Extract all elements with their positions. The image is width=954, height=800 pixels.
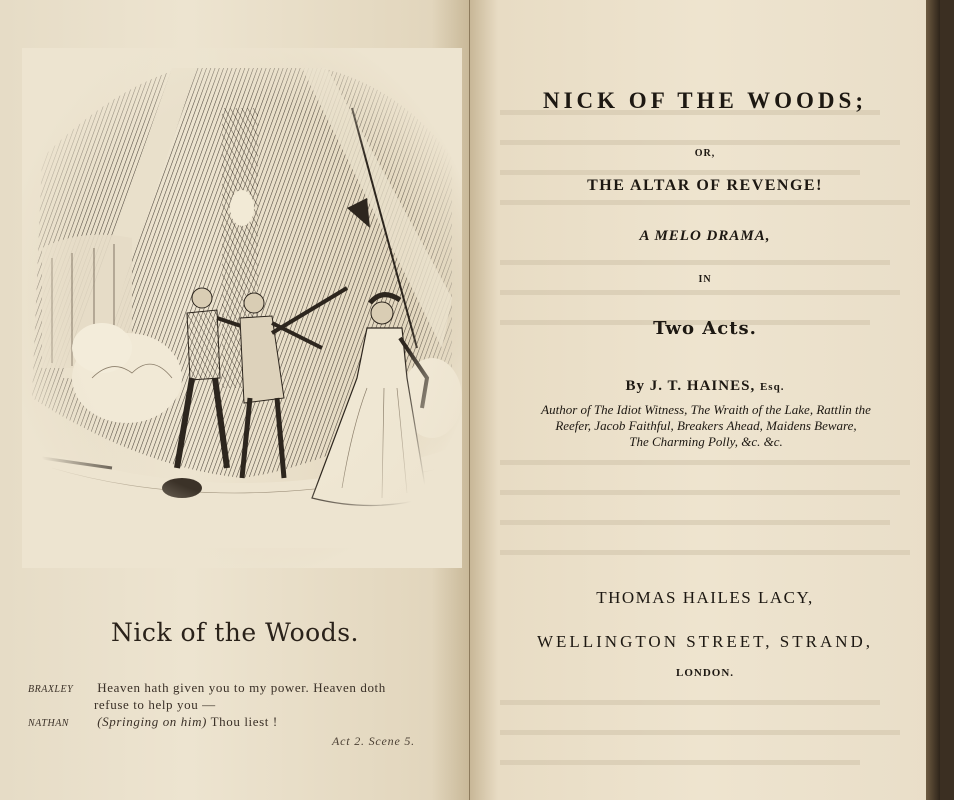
speaker-name: NATHAN <box>28 718 69 729</box>
publisher-street: WELLINGTON STREET, STRAND, <box>536 632 874 651</box>
publisher-name: THOMAS HAILES LACY, <box>596 588 814 607</box>
title-page <box>470 0 940 800</box>
bleed-through-text <box>470 0 940 800</box>
author-works <box>486 402 926 450</box>
speaker-name: BRAXLEY <box>28 684 74 695</box>
dialogue-line <box>94 697 216 713</box>
author-line <box>470 378 940 395</box>
dialogue-line <box>28 714 278 730</box>
acts-count: Two Acts. <box>653 318 757 339</box>
play-title: NICK OF THE WOODS; <box>543 88 867 113</box>
works-line: Author of The Idiot Witness, The Wraith of the Lake, Rattlin the <box>541 402 871 417</box>
works-line: The Charming Polly, &c. &c. <box>629 434 783 449</box>
page-edge <box>926 0 940 800</box>
dialogue-text: Thou liest ! <box>210 714 278 729</box>
dialogue-line <box>28 680 386 696</box>
dialogue-text: Heaven hath given you to my power. Heaven doth <box>97 680 386 695</box>
works-line: Reefer, Jacob Faithful, Breakers Ahead, Maidens Beware, <box>555 418 857 433</box>
dialogue-text: refuse to help you — <box>94 697 216 712</box>
author-suffix: Esq. <box>759 381 785 393</box>
frontispiece-caption: Nick of the Woods. <box>111 618 359 647</box>
play-subtitle: THE ALTAR OF REVENGE! <box>587 177 823 194</box>
in-connector: IN <box>698 274 712 285</box>
stage-direction: (Springing on him) <box>97 714 207 729</box>
engraving-illustration <box>22 48 462 568</box>
scene-reference: Act 2. Scene 5. <box>332 734 415 748</box>
frontispiece-page <box>0 0 470 800</box>
publisher-city: LONDON. <box>675 667 735 679</box>
play-genre: A MELO DRAMA, <box>639 228 771 244</box>
or-connector: OR, <box>694 148 716 159</box>
author-name: By J. T. HAINES, <box>625 378 756 394</box>
